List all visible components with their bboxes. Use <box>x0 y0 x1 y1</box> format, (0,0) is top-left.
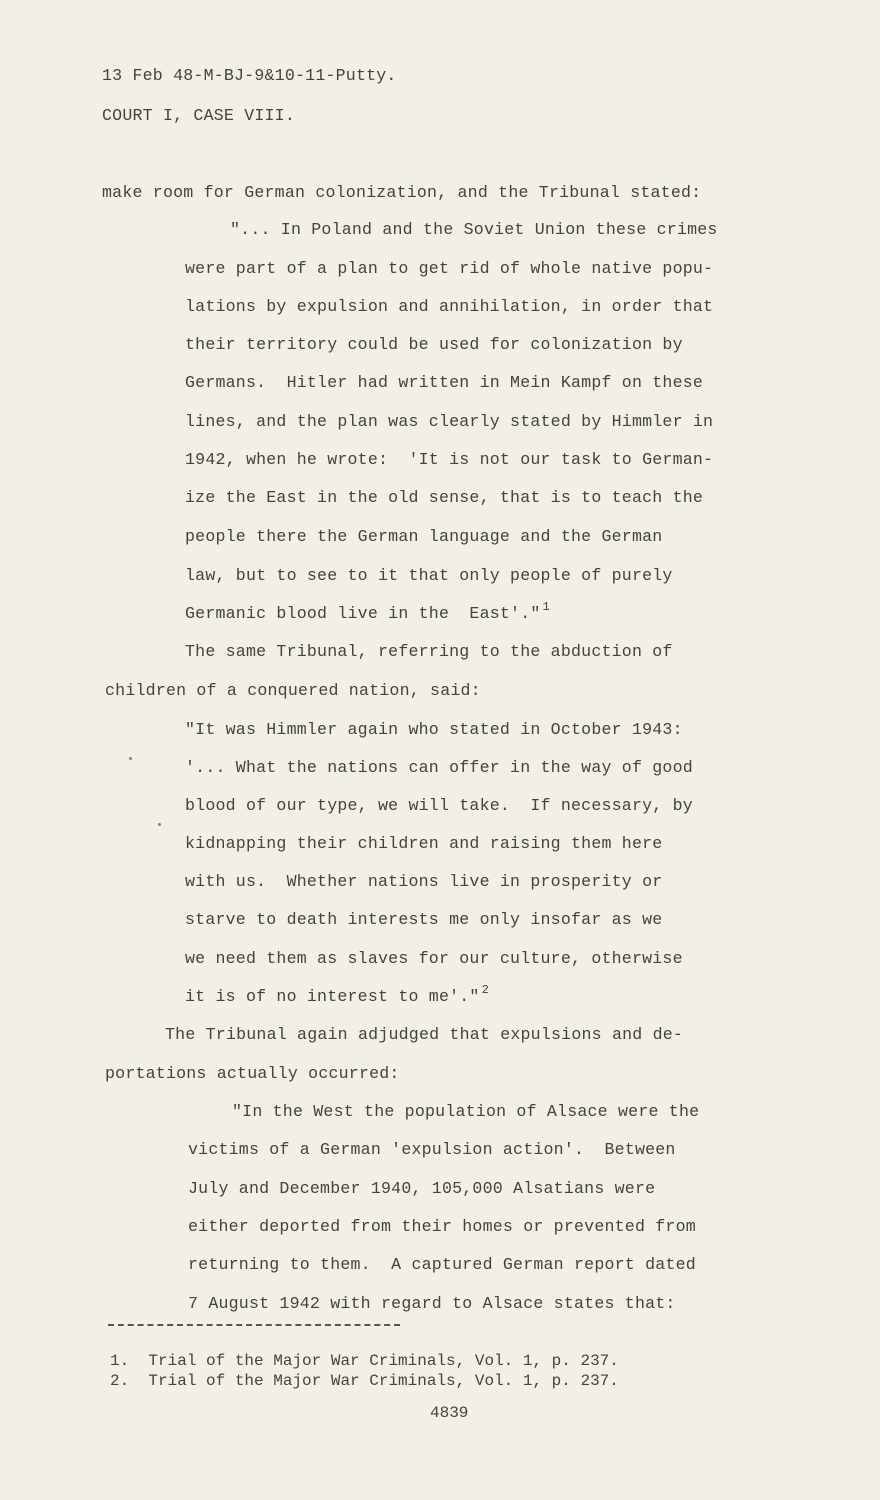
quote-line: law, but to see to it that only people of purely <box>185 566 673 585</box>
paper-speck <box>129 757 132 760</box>
quote-line: starve to death interests me only insofar as we <box>185 910 663 929</box>
quote-line: their territory could be used for colonization by <box>185 335 683 354</box>
quote-line: "... In Poland and the Soviet Union these crimes <box>230 220 718 239</box>
body-line: portations actually occurred: <box>105 1064 400 1083</box>
quote-line: lines, and the plan was clearly stated by Himmler in <box>185 412 714 431</box>
paper-speck <box>158 823 161 826</box>
header-court: COURT I, CASE VIII. <box>102 106 295 125</box>
quote-line: kidnapping their children and raising them here <box>185 834 663 853</box>
footnote: 2. Trial of the Major War Criminals, Vol. 1, p. 237. <box>110 1372 619 1390</box>
quote-text: Germanic blood live in the East'." <box>185 604 541 623</box>
body-line: The same Tribunal, referring to the abduction of <box>185 642 673 661</box>
quote-line <box>185 600 550 625</box>
quote-text: it is of no interest to me'." <box>185 987 480 1006</box>
footnote: 1. Trial of the Major War Criminals, Vol. 1, p. 237. <box>110 1352 619 1370</box>
quote-line: lations by expulsion and annihilation, in order that <box>185 297 714 316</box>
quote-line: 7 August 1942 with regard to Alsace states that: <box>188 1294 676 1313</box>
quote-line: blood of our type, we will take. If necessary, by <box>185 796 693 815</box>
quote-line: Germans. Hitler had written in Mein Kampf on these <box>185 373 704 392</box>
quote-line <box>185 983 489 1008</box>
footnote-divider <box>108 1324 400 1326</box>
quote-line: victims of a German 'expulsion action'. Between <box>188 1140 676 1159</box>
quote-line: with us. Whether nations live in prosperity or <box>185 872 663 891</box>
footnote-marker: 1 <box>542 600 550 614</box>
header-reference: 13 Feb 48-M-BJ-9&10-11-Putty. <box>102 66 397 85</box>
quote-line: "In the West the population of Alsace were the <box>232 1102 700 1121</box>
page-number: 4839 <box>430 1404 469 1422</box>
body-line: The Tribunal again adjudged that expulsions and de- <box>165 1025 684 1044</box>
body-line: children of a conquered nation, said: <box>105 681 481 700</box>
footnote-marker: 2 <box>481 983 489 997</box>
quote-line: "It was Himmler again who stated in October 1943: <box>185 720 683 739</box>
quote-line: July and December 1940, 105,000 Alsatians were <box>188 1179 656 1198</box>
quote-line: ize the East in the old sense, that is to teach the <box>185 488 704 507</box>
quote-line: people there the German language and the German <box>185 527 663 546</box>
quote-line: were part of a plan to get rid of whole native popu- <box>185 259 714 278</box>
quote-line: 1942, when he wrote: 'It is not our task to German- <box>185 450 714 469</box>
quote-line: we need them as slaves for our culture, otherwise <box>185 949 683 968</box>
quote-line: returning to them. A captured German report dated <box>188 1255 696 1274</box>
quote-line: '... What the nations can offer in the way of good <box>185 758 693 777</box>
quote-line: either deported from their homes or prevented from <box>188 1217 696 1236</box>
body-line: make room for German colonization, and the Tribunal stated: <box>102 183 702 202</box>
